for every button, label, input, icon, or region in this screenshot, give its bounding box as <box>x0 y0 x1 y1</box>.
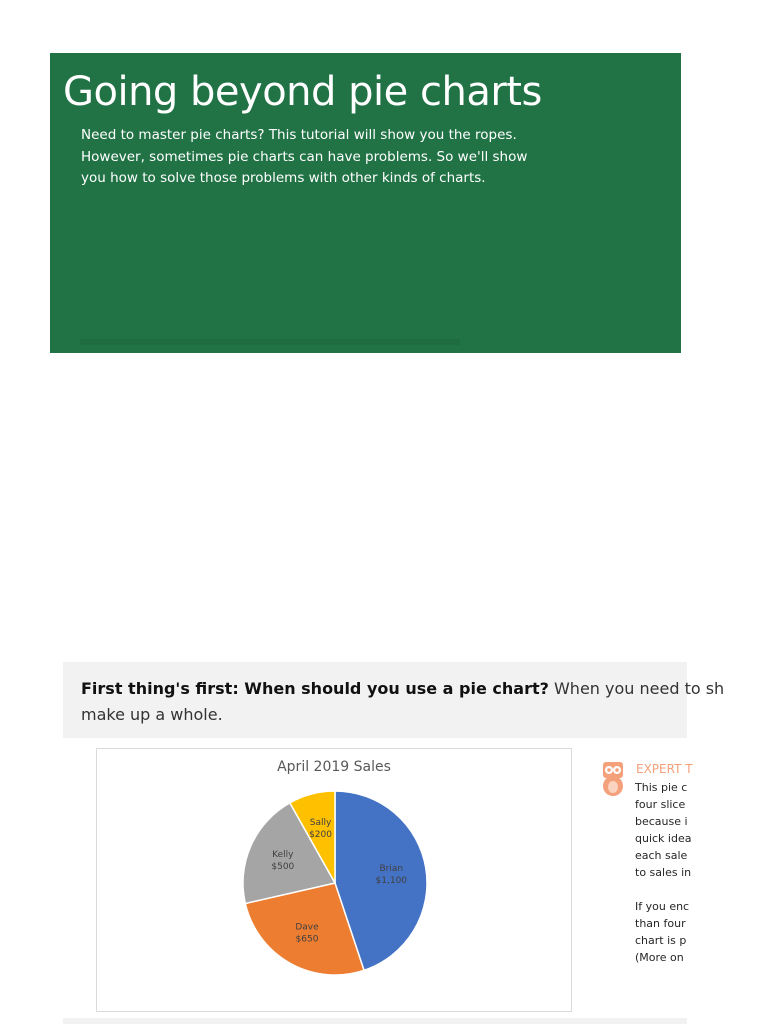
question-lead: First thing's first: When should you use a pie chart? <box>81 679 549 698</box>
slice-name-label: Sally <box>309 817 332 828</box>
slice-value-label: $500 <box>271 861 295 872</box>
tip-body <box>635 779 755 983</box>
question-rest: When you need to sh <box>548 679 725 698</box>
tip-line: quick idea <box>635 832 692 845</box>
intro-text: Need to master pie charts? This tutorial will show you the ropes. However, sometimes pie charts can have problems. So we'll show you how to solve those problems with other kinds of charts. <box>81 127 528 186</box>
tip-heading: EXPERT T <box>636 762 693 776</box>
slice-value-label: $200 <box>309 829 332 840</box>
next-section-band <box>63 1018 687 1024</box>
tip-line: four slice <box>635 798 686 811</box>
section-intro-band <box>63 662 725 738</box>
tip-line: because i <box>635 815 688 828</box>
slice-name-label: Brian <box>379 863 404 874</box>
question-line2: make up a whole. <box>81 705 223 724</box>
section-question <box>81 676 731 728</box>
tip-line: This pie c <box>635 781 688 794</box>
faint-footer-line <box>80 339 460 345</box>
tip-line: chart is p <box>635 934 687 947</box>
pie-chart-container[interactable] <box>96 748 572 1012</box>
slice-value-label: $1,100 <box>375 875 408 886</box>
slice-name-label: Dave <box>295 922 319 933</box>
tip-line: If you enc <box>635 900 690 913</box>
tip-line: each sale <box>635 849 688 862</box>
pie-chart <box>97 749 571 1011</box>
hero-banner <box>50 53 681 353</box>
tip-paragraph-1 <box>635 779 755 881</box>
chart-title: April 2019 Sales <box>277 759 391 775</box>
tip-paragraph-2 <box>635 898 755 966</box>
owl-icon <box>600 762 626 798</box>
tip-line: to sales in <box>635 866 692 879</box>
expert-tip <box>598 760 693 1010</box>
tip-line: than four <box>635 917 686 930</box>
slice-name-label: Kelly <box>272 849 294 860</box>
slice-value-label: $650 <box>295 934 319 945</box>
tip-line: (More on <box>635 951 684 964</box>
page-title: Going beyond pie charts <box>63 69 542 115</box>
